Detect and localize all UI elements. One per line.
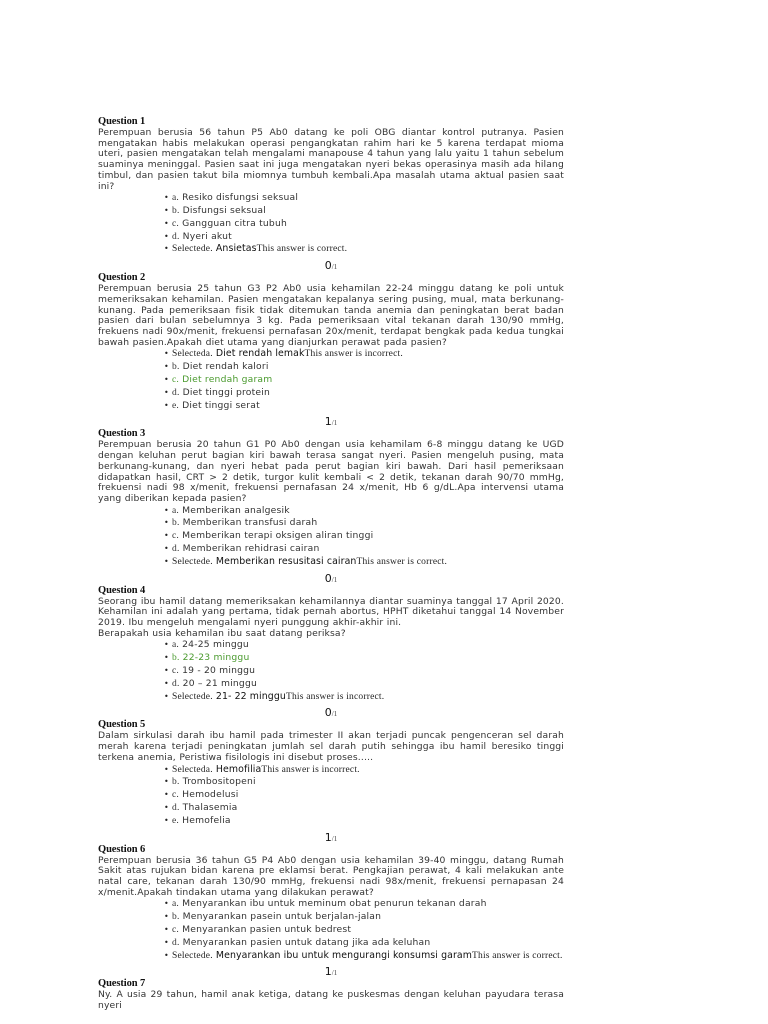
answer-feedback: This answer is incorrect. xyxy=(285,691,385,702)
answer-option[interactable] xyxy=(164,517,564,530)
selected-label: Selected xyxy=(172,764,206,775)
bullet-icon: • xyxy=(164,505,169,515)
answer-option[interactable] xyxy=(164,400,564,413)
answer-option[interactable] xyxy=(164,374,564,387)
bullet-icon: • xyxy=(164,912,169,922)
option-letter: c. xyxy=(172,666,179,677)
option-letter: e. xyxy=(205,691,213,702)
question-stem-line: Berapakah usia kehamilan ibu saat datang periksa? xyxy=(98,627,346,639)
selected-label: Selected xyxy=(172,691,206,702)
option-letter: a. xyxy=(172,505,179,516)
question-title: Question 7 xyxy=(98,978,146,990)
bullet-icon: • xyxy=(164,193,169,203)
score-max: /1 xyxy=(331,263,338,272)
score-value: 1 xyxy=(324,415,332,429)
question-block xyxy=(98,978,564,1011)
question-block xyxy=(98,844,564,979)
question-stem: Perempuan berusia 25 tahun G3 P2 Ab0 usia kehamilan 22-24 minggu datang ke poli untuk memeriksakan kehamilan. Pasien mengatakan kepalanya sering pusing, mual, mata berkunang-kunang. Pada pemeriksaan fisik tidak ditemukan tanda anemia dan peningkatan berat badan pasien dari bulan sebelumnya 3 kg. Pada pemeriksaan vital tekanan darah 130/90 mmHg, frekuens nadi 90x/menit, frekuensi pernafasan 20x/menit, terdapat bengkak pada kedua tungkai bawah pasien.Apakah diet utama yang dianjurkan perawat pada pasien? xyxy=(98,283,564,348)
question-score xyxy=(98,569,564,585)
option-letter: c. xyxy=(172,790,179,801)
bullet-icon: • xyxy=(164,802,169,812)
option-text: Hemofilia xyxy=(215,763,262,775)
option-text: Menyarankan pasein untuk berjalan-jalan xyxy=(182,911,382,923)
option-letter: d. xyxy=(172,544,180,555)
option-text: Diet rendah garam xyxy=(182,374,273,386)
question-block xyxy=(98,428,564,584)
option-text: Gangguan citra tubuh xyxy=(182,217,287,229)
bullet-icon: • xyxy=(164,950,169,960)
option-text: Memberikan resusitasi cairan xyxy=(215,555,357,567)
score-value: 1 xyxy=(324,830,332,844)
question-block xyxy=(98,116,564,272)
option-letter: a. xyxy=(172,640,179,651)
answer-feedback: This answer is correct. xyxy=(472,950,563,961)
option-text: Disfungsi seksual xyxy=(182,205,266,217)
option-letter: e. xyxy=(172,815,179,826)
option-text: 20 – 21 minggu xyxy=(182,677,258,689)
answer-option[interactable] xyxy=(164,530,564,543)
bullet-icon: • xyxy=(164,815,169,825)
option-text: 21- 22 minggu xyxy=(215,690,286,702)
option-text: Nyeri akut xyxy=(182,230,232,242)
bullet-icon: • xyxy=(164,924,169,934)
answer-feedback: This answer is incorrect. xyxy=(304,349,403,360)
option-letter: e. xyxy=(205,556,213,567)
option-text: Trombositopeni xyxy=(182,776,256,788)
option-letter: b. xyxy=(172,206,180,217)
option-text: Memberikan transfusi darah xyxy=(182,517,318,529)
bullet-icon: • xyxy=(164,640,169,650)
option-text: Memberikan analgesik xyxy=(182,504,290,516)
option-text: Diet tinggi serat xyxy=(182,399,260,411)
question-stem: Seorang ibu hamil datang memeriksakan kehamilannya diantar suaminya tanggal 17 April 2020. Kehamilan ini adalah yang pertama, tidak pernah abortus, HPHT diketahui tanggal 14 November 2019. Ibu mengeluh mengalami nyeri punggung akhir-akhir ini. xyxy=(98,595,564,629)
question-title: Question 5 xyxy=(98,719,146,731)
bullet-icon: • xyxy=(164,400,169,410)
answer-option[interactable] xyxy=(164,924,564,937)
option-letter: e. xyxy=(205,244,213,255)
option-letter: a. xyxy=(205,349,213,360)
option-text: Hemofelia xyxy=(182,814,231,826)
question-stem: Perempuan berusia 56 tahun P5 Ab0 datang ke poli OBG diantar kontrol putranya. Pasien mengatakan habis melakukan operasi pengangkatan rahim hari ke 5 karena terdapat mioma uteri, pasien mengatakan telah mengalami manapouse 4 tahun yang lalu yaitu 1 tahun sebelum suaminya meninggal. Pasien saat ini juga mengatakan nyeri bekas operasinya masih ada hilang timbul, dan pasien takut bila miomnya tumbuh kembali.Apa masalah utama aktual pasien saat ini? xyxy=(98,127,564,192)
option-text: Ansietas xyxy=(215,243,257,255)
quiz-document xyxy=(98,116,564,1012)
answer-options xyxy=(98,505,564,569)
option-letter: a. xyxy=(172,193,179,204)
question-stem: Perempuan berusia 20 tahun G1 P0 Ab0 dengan usia kehamilam 6-8 minggu datang ke UGD dengan keluhan perut bagian kiri bawah terasa sangat nyeri. Pasien mengeluh pusing, mata berkunang-kunang, dan nyeri hebat pada perut bagian kiri bawah. Dari hasil pemeriksaan didapatkan hasil, CRT > 2 detik, turgor kulit kembali < 2 detik, tekanan darah 90/70 mmHg, frekuensi nadi 98 x/menit, frekuensi pernafasan 24 x/menit, Hb 6 g/dL.Apa intervensi utama yang diberikan kepada pasien? xyxy=(98,439,564,504)
answer-option[interactable] xyxy=(164,815,564,828)
question-score xyxy=(98,962,564,978)
question-score xyxy=(98,828,564,844)
bullet-icon: • xyxy=(164,790,169,800)
option-letter: b. xyxy=(172,777,180,788)
option-letter: e. xyxy=(172,400,179,411)
bullet-icon: • xyxy=(164,375,169,385)
option-letter: d. xyxy=(172,678,180,689)
bullet-icon: • xyxy=(164,349,169,359)
bullet-icon: • xyxy=(164,678,169,688)
option-letter: b. xyxy=(172,362,180,373)
option-letter: b. xyxy=(172,518,180,529)
answer-option[interactable] xyxy=(164,652,564,665)
selected-label: Selected xyxy=(172,556,206,567)
selected-answer-option[interactable] xyxy=(164,691,564,704)
option-letter: a. xyxy=(172,899,179,910)
bullet-icon: • xyxy=(164,544,169,554)
selected-answer-option[interactable] xyxy=(164,556,564,569)
option-letter: c. xyxy=(172,924,179,935)
option-text: Diet rendah lemak xyxy=(215,348,305,360)
option-text: Thalasemia xyxy=(182,801,238,813)
answer-option[interactable] xyxy=(164,911,564,924)
answer-option[interactable] xyxy=(164,937,564,950)
answer-feedback: This answer is correct. xyxy=(356,556,448,567)
score-max: /1 xyxy=(331,969,338,978)
answer-option[interactable] xyxy=(164,361,564,374)
question-score xyxy=(98,412,564,428)
question-title: Question 4 xyxy=(98,584,146,596)
question-block xyxy=(98,272,564,428)
option-letter: b. xyxy=(172,653,180,664)
selected-answer-option[interactable] xyxy=(164,950,564,963)
bullet-icon: • xyxy=(164,653,169,663)
option-text: Menyarankan pasien untuk datang jika ada keluhan xyxy=(182,936,431,948)
option-letter: d. xyxy=(172,937,180,948)
question-stem: Dalam sirkulasi darah ibu hamil pada trimester II akan terjadi puncak pengenceran sel darah merah karena terjadi peningkatan jumlah sel darah putih sehingga ibu hamil beresiko tinggi terkena anemia, Peristiwa fisilologis ini disebut proses..... xyxy=(98,730,564,763)
bullet-icon: • xyxy=(164,218,169,228)
answer-option[interactable] xyxy=(164,218,564,231)
option-letter: c. xyxy=(172,218,179,229)
answer-option[interactable] xyxy=(164,639,564,652)
selected-label: Selected xyxy=(172,244,206,255)
option-text: Menyarankan ibu untuk meminum obat penurun tekanan darah xyxy=(182,898,487,910)
option-text: Resiko disfungsi seksual xyxy=(182,192,299,204)
answer-option[interactable] xyxy=(164,678,564,691)
score-max: /1 xyxy=(331,834,338,843)
score-value: 0 xyxy=(324,259,332,273)
selected-label: Selected xyxy=(172,950,206,961)
option-letter: d. xyxy=(172,387,180,398)
option-text: Diet tinggi protein xyxy=(182,386,271,398)
option-text: 19 - 20 minggu xyxy=(182,665,256,677)
answer-feedback: This answer is incorrect. xyxy=(261,764,360,775)
bullet-icon: • xyxy=(164,231,169,241)
option-letter: d. xyxy=(172,802,180,813)
question-score xyxy=(98,256,564,272)
score-value: 1 xyxy=(324,965,332,979)
answer-option[interactable] xyxy=(164,789,564,802)
score-max: /1 xyxy=(331,575,338,584)
question-score xyxy=(98,703,564,719)
bullet-icon: • xyxy=(164,244,169,254)
score-max: /1 xyxy=(331,710,338,719)
option-letter: d. xyxy=(172,231,180,242)
option-letter: e. xyxy=(205,950,213,961)
answer-feedback: This answer is correct. xyxy=(256,244,348,255)
answer-option[interactable] xyxy=(164,543,564,556)
option-text: Diet rendah kalori xyxy=(182,361,269,373)
answer-options xyxy=(98,348,564,412)
answer-option[interactable] xyxy=(164,231,564,244)
answer-options xyxy=(98,192,564,256)
question-stem: Perempuan berusia 36 tahun G5 P4 Ab0 dengan usia kehamilan 39-40 minggu, datang Rumah Sakit atas rujukan bidan karena pre eklamsi berat. Pengkajian perawat, 4 kali melakukan ante natal care, tekanan darah 130/90 mmHg, frekuensi nadi 98x/menit, frekuensi pernapasan 24 x/menit.Apakah tindakan utama yang dilakukan perawat? xyxy=(98,854,564,898)
bullet-icon: • xyxy=(164,206,169,216)
score-max: /1 xyxy=(331,419,338,428)
option-text: 22-23 minggu xyxy=(182,652,250,664)
answer-option[interactable] xyxy=(164,505,564,518)
answer-options xyxy=(98,764,564,828)
score-value: 0 xyxy=(324,571,332,585)
bullet-icon: • xyxy=(164,666,169,676)
option-text: Memberikan rehidrasi cairan xyxy=(182,543,320,555)
answer-option[interactable] xyxy=(164,898,564,911)
question-block xyxy=(98,719,564,843)
option-text: 24-25 minggu xyxy=(182,639,249,651)
bullet-icon: • xyxy=(164,937,169,947)
option-letter: c. xyxy=(172,531,179,542)
selected-answer-option[interactable] xyxy=(164,243,564,256)
bullet-icon: • xyxy=(164,691,169,701)
bullet-icon: • xyxy=(164,764,169,774)
option-text: Hemodelusi xyxy=(182,789,239,801)
question-stem: Ny. A usia 29 tahun, hamil anak ketiga, datang ke puskesmas dengan keluhan payudara terasa nyeri xyxy=(98,989,564,1011)
selected-answer-option[interactable] xyxy=(164,764,564,777)
bullet-icon: • xyxy=(164,518,169,528)
answer-option[interactable] xyxy=(164,665,564,678)
option-text: Memberikan terapi oksigen aliran tinggi xyxy=(182,530,374,542)
answer-option[interactable] xyxy=(164,776,564,789)
bullet-icon: • xyxy=(164,387,169,397)
question-title: Question 6 xyxy=(98,843,146,855)
selected-answer-option[interactable] xyxy=(164,348,564,361)
answer-option[interactable] xyxy=(164,802,564,815)
question-title: Question 1 xyxy=(98,116,146,127)
option-text: Menyarankan ibu untuk mengurangi konsumsi garam xyxy=(215,949,472,961)
option-letter: b. xyxy=(172,912,180,923)
question-block xyxy=(98,585,564,720)
bullet-icon: • xyxy=(164,899,169,909)
answer-options xyxy=(98,639,564,703)
bullet-icon: • xyxy=(164,531,169,541)
selected-label: Selected xyxy=(172,349,206,360)
option-letter: c. xyxy=(172,375,179,386)
answer-options xyxy=(98,898,564,962)
question-title: Question 3 xyxy=(98,428,146,440)
question-title: Question 2 xyxy=(98,272,146,284)
bullet-icon: • xyxy=(164,362,169,372)
answer-option[interactable] xyxy=(164,387,564,400)
answer-option[interactable] xyxy=(164,192,564,205)
option-letter: a. xyxy=(205,764,213,775)
score-value: 0 xyxy=(324,706,332,720)
answer-option[interactable] xyxy=(164,205,564,218)
bullet-icon: • xyxy=(164,556,169,566)
bullet-icon: • xyxy=(164,777,169,787)
option-text: Menyarankan pasien untuk bedrest xyxy=(182,923,352,935)
